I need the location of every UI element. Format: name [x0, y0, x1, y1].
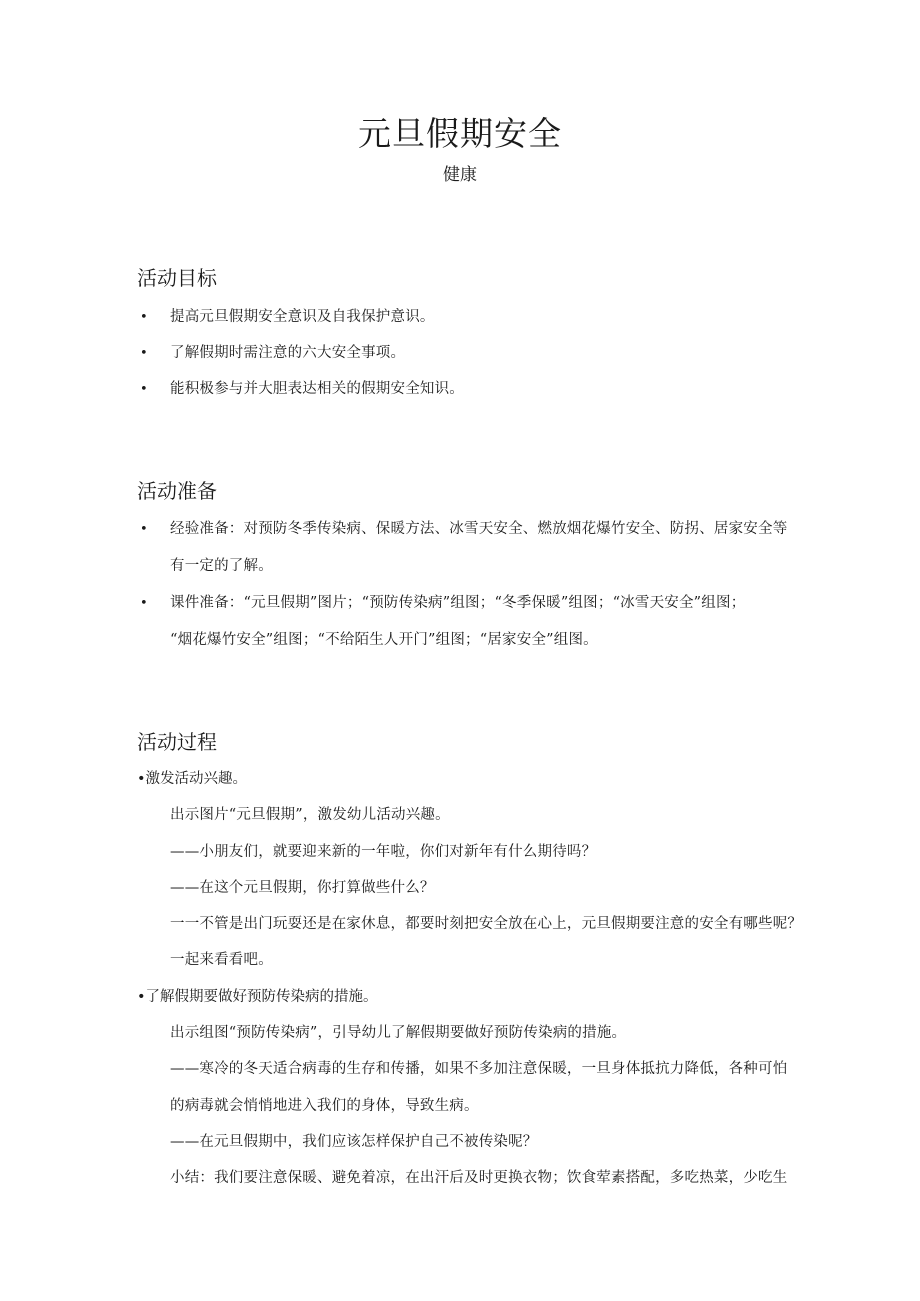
prep-courseware-line: “烟花爆竹安全”组图；“不给陌生人开门”组图；“居家安全”组图。 — [170, 632, 598, 648]
step-title: •了解假期要做好预防传染病的措施。 — [137, 989, 378, 1005]
bullet-icon: • — [140, 596, 148, 611]
step-title: •激发活动兴趣。 — [137, 771, 248, 787]
step-line: 出示组图“预防传染病”，引导幼儿了解假期要做好预防传染病的措施。 — [170, 1025, 627, 1041]
prep-experience-line: 经验准备：对预防冬季传染病、保暖方法、冰雪天安全、燃放烟花爆竹安全、防拐、居家安全等 — [170, 521, 788, 537]
bullet-icon: • — [140, 310, 148, 325]
document-title: 元旦假期安全 — [358, 114, 562, 153]
step-line: 一一不管是出门玩耍还是在家休息，都要时刻把安全放在心上，元旦假期要注意的安全有哪些呢？ — [170, 916, 803, 932]
goal-item: 了解假期时需注意的六大安全事项。 — [170, 345, 406, 361]
bullet-icon: • — [140, 522, 148, 537]
step-line: 的病毒就会悄悄地进入我们的身体，导致生病。 — [170, 1098, 479, 1114]
section-heading-process: 活动过程 — [137, 730, 217, 754]
prep-courseware-line: 课件准备：“元旦假期”图片；“预防传染病”组图；“冬季保暖”组图；“冰雪天安全”组图； — [170, 595, 746, 611]
document-subtitle: 健康 — [443, 165, 477, 185]
goal-item: 提高元旦假期安全意识及自我保护意识。 — [170, 309, 435, 325]
step-line: 小结：我们要注意保暖、避免着凉，在出汗后及时更换衣物；饮食荤素搭配，多吃热菜，少吃生 — [170, 1170, 788, 1186]
step-line: ——在这个元旦假期，你打算做些什么？ — [170, 880, 435, 896]
bullet-icon: • — [140, 346, 148, 361]
step-line: 出示图片“元旦假期”，激发幼儿活动兴趣。 — [170, 807, 450, 823]
section-heading-prep: 活动准备 — [137, 479, 217, 503]
step-line: ——在元旦假期中，我们应该怎样保护自己不被传染呢？ — [170, 1134, 538, 1150]
bullet-icon: • — [140, 382, 148, 397]
goal-item: 能积极参与并大胆表达相关的假期安全知识。 — [170, 381, 464, 397]
section-heading-goals: 活动目标 — [137, 266, 217, 290]
step-line: ——小朋友们，就要迎来新的一年啦，你们对新年有什么期待吗？ — [170, 844, 597, 860]
step-line: 一起来看看吧。 — [170, 952, 273, 968]
prep-experience-line: 有一定的了解。 — [170, 558, 273, 574]
step-line: ——寒冷的冬天适合病毒的生存和传播，如果不多加注意保暖，一旦身体抵抗力降低，各种可怕 — [170, 1061, 788, 1077]
